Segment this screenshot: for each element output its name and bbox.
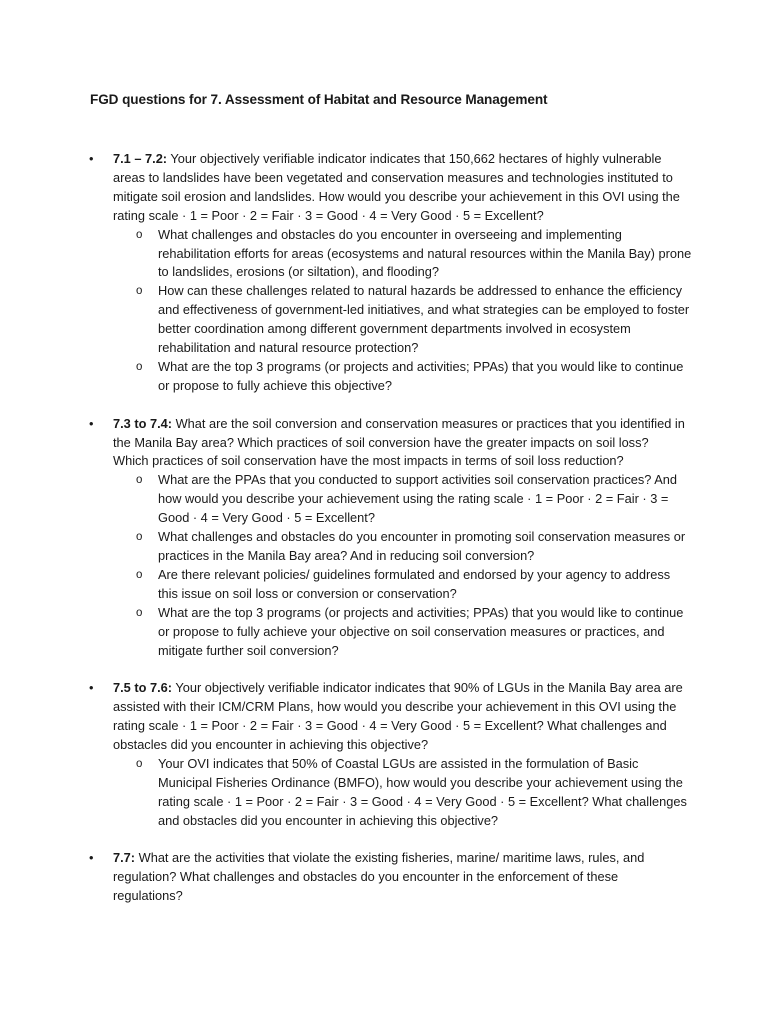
question-text (113, 679, 686, 755)
question-body: What are the activities that violate the existing fisheries, marine/ maritime laws, rules, and regulation? What challenges and obstacles do you encounter in the enforcement of these regulations? (113, 850, 645, 904)
bullet-icon: • (89, 151, 94, 166)
sub-question-item (113, 604, 692, 661)
circle-bullet-icon: o (136, 606, 143, 619)
question-text (113, 150, 686, 226)
sub-question-text: What are the top 3 programs (or projects and activities; PPAs) that you would like to continue or propose to fully achieve your objective on soil conservation measures or practices, and mitigate further soil conversion? (158, 604, 684, 658)
sub-question-text: Your OVI indicates that 50% of Coastal LGUs are assisted in the formulation of Basic Municipal Fisheries Ordinance (BMFO), how would you describe your achievement using the rating scale · 1 = Poor · 2 = Fair · 3 = Good · 4 = Very Good · 5 = Excellent? What challenges and obstacles did you encounter in achieving this objective? (158, 755, 687, 828)
circle-bullet-icon: o (136, 285, 143, 298)
question-item (0, 150, 768, 396)
circle-bullet-icon: o (136, 228, 143, 241)
circle-bullet-icon: o (136, 474, 143, 487)
sub-question-item (113, 566, 692, 604)
question-item (0, 679, 768, 830)
sub-question-item (113, 226, 692, 283)
bullet-icon: • (89, 850, 94, 866)
sub-question-text: What are the top 3 programs (or projects and activities; PPAs) that you would like to continue or propose to fully achieve this objective? (158, 358, 684, 393)
circle-bullet-icon: o (136, 531, 143, 544)
sub-question-text: Are there relevant policies/ guidelines formulated and endorsed by your agency to address this issue on soil loss or conversion or conservation? (158, 566, 671, 601)
question-body: Your objectively verifiable indicator indicates that 150,662 hectares of highly vulnerable areas to landslides have been vegetated and conservation measures and technologies instituted to mitigate soil erosion and landslides. How would you describe your achievement in this OVI using the rating scale · 1 = Poor · 2 = Fair · 3 = Good · 4 = Very Good · 5 = Excellent? (113, 151, 680, 223)
question-number: 7.1 – 7.2: (113, 151, 168, 166)
sub-question-text: What challenges and obstacles do you encounter in promoting soil conservation measures or practices in the Manila Bay area? And in reducing soil conversion? (158, 529, 686, 564)
question-text (113, 849, 686, 906)
sub-question-item (113, 282, 692, 358)
sub-question-item (113, 471, 692, 528)
sub-question-list (113, 471, 686, 660)
circle-bullet-icon: o (136, 568, 143, 581)
question-body: Your objectively verifiable indicator indicates that 90% of LGUs in the Manila Bay area are assisted with their ICM/CRM Plans, how would you describe your achievement in this OVI using the rating scale · 1 = Poor · 2 = Fair · 3 = Good · 4 = Very Good · 5 = Excellent? What challenges and obstacles did you encounter in achieving this objective? (113, 680, 683, 753)
sub-question-text: What are the PPAs that you conducted to support activities soil conservation practices? And how would you describe your achievement using the rating scale · 1 = Poor · 2 = Fair · 3 = Good · 4 = Very Good · 5 = Excellent? (158, 472, 678, 526)
bullet-icon: • (89, 680, 94, 696)
question-number: 7.7: (113, 850, 136, 866)
question-body: What are the soil conversion and conservation measures or practices that you identified in the Manila Bay area? Which practices of soil conversion have the greater impacts on soil loss? Which practices of soil conservation have the most impacts in terms of soil loss reduction? (113, 415, 685, 469)
question-item (0, 415, 768, 661)
circle-bullet-icon: o (136, 360, 143, 373)
sub-question-list (113, 226, 692, 396)
document-title: FGD questions for 7. Assessment of Habitat and Resource Management (90, 92, 548, 107)
question-number: 7.5 to 7.6: (113, 680, 173, 696)
circle-bullet-icon: o (136, 757, 143, 770)
question-item (0, 849, 768, 906)
question-list (0, 150, 768, 925)
question-number: 7.3 to 7.4: (113, 415, 173, 431)
question-text (113, 415, 686, 472)
sub-question-list (113, 755, 686, 831)
sub-question-text: What challenges and obstacles do you encounter in overseeing and implementing rehabilitation efforts for areas (ecosystems and natural resources within the Manila Bay) prone to landslides, erosions (or siltation), and flooding? (158, 226, 692, 280)
sub-question-item (113, 358, 692, 396)
sub-question-text: How can these challenges related to natural hazards be addressed to enhance the efficiency and effectiveness of government-led initiatives, and what strategies can be employed to foster better coordination among different government departments involved in ecosystem rehabilitation and natural resource protection? (158, 283, 690, 356)
sub-question-item (113, 755, 692, 831)
sub-question-item (113, 528, 692, 566)
bullet-icon: • (89, 415, 94, 431)
